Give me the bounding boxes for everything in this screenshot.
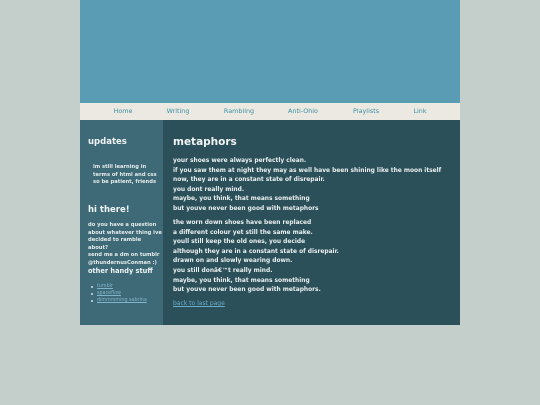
- updates-line: terms of html and css: [93, 171, 157, 178]
- stanza-2: [173, 219, 457, 296]
- page-container: [80, 0, 460, 325]
- poem-line: a different colour yet still the same make.: [173, 229, 313, 236]
- hi-line: do you have a question: [88, 222, 157, 228]
- nav-link[interactable]: Link: [413, 107, 427, 115]
- sidebar: [80, 120, 164, 325]
- back-to-last-page-link[interactable]: back to last page: [173, 300, 225, 307]
- poem-line: drawn on and slowly wearing down.: [173, 258, 293, 265]
- nav-anti-ohio[interactable]: Anti-Ohio: [288, 107, 318, 115]
- header-banner: [80, 0, 460, 103]
- nav-playlists[interactable]: Playlists: [352, 107, 380, 115]
- updates-line: im still learning in: [93, 164, 147, 170]
- updates-heading: updates: [88, 137, 127, 147]
- poem-line: if you saw them at night they may as well have been shining like the moon itself: [173, 167, 442, 174]
- main-content: [164, 120, 460, 325]
- link-tumblr[interactable]: tumblr: [97, 283, 147, 290]
- link-spaceflow[interactable]: spaceflow: [97, 290, 147, 297]
- poem-line: now, they are in a constant state of disrepair.: [173, 177, 325, 184]
- other-stuff-heading: other handy stuff: [88, 267, 153, 275]
- sidebar-links: [97, 283, 147, 304]
- updates-line: so be patient, friends: [93, 179, 157, 186]
- hi-line: @thundernusConman :): [88, 259, 157, 266]
- hi-there-heading: hi there!: [88, 205, 130, 215]
- post-title: metaphors: [173, 136, 237, 148]
- hi-line: decided to ramble about?: [88, 237, 142, 251]
- poem-line: although they are in a constant state of disrepair.: [173, 248, 339, 255]
- link-dimmmming-sabrina[interactable]: dimmmming sabrina: [97, 298, 147, 303]
- nav-writing[interactable]: Writing: [166, 107, 190, 115]
- poem-line: youll still keep the old ones, you decide: [173, 239, 306, 246]
- poem-line: you dont really mind.: [173, 186, 245, 193]
- poem-line: but youve never been good with metaphors.: [173, 287, 321, 294]
- poem-line: you still donâ€™t really mind.: [173, 267, 273, 274]
- hi-there-text: [88, 222, 162, 268]
- hi-line: about whatever thing ive: [88, 229, 162, 236]
- stanza-1: [173, 157, 457, 215]
- poem-line: but youve never been good with metaphors: [173, 205, 319, 212]
- nav-home[interactable]: Home: [113, 107, 133, 115]
- poem-line: your shoes were always perfectly clean.: [173, 158, 307, 164]
- nav-rambling[interactable]: Rambling: [223, 107, 255, 115]
- updates-text: [93, 164, 163, 187]
- top-navigation: [80, 103, 460, 120]
- poem-line: maybe, you think, that means something: [173, 196, 310, 203]
- poem-line: the worn down shoes have been replaced: [173, 220, 312, 226]
- hi-line: send me a dm on tumblr: [88, 252, 160, 259]
- poem-line: maybe, you think, that means something: [173, 277, 310, 284]
